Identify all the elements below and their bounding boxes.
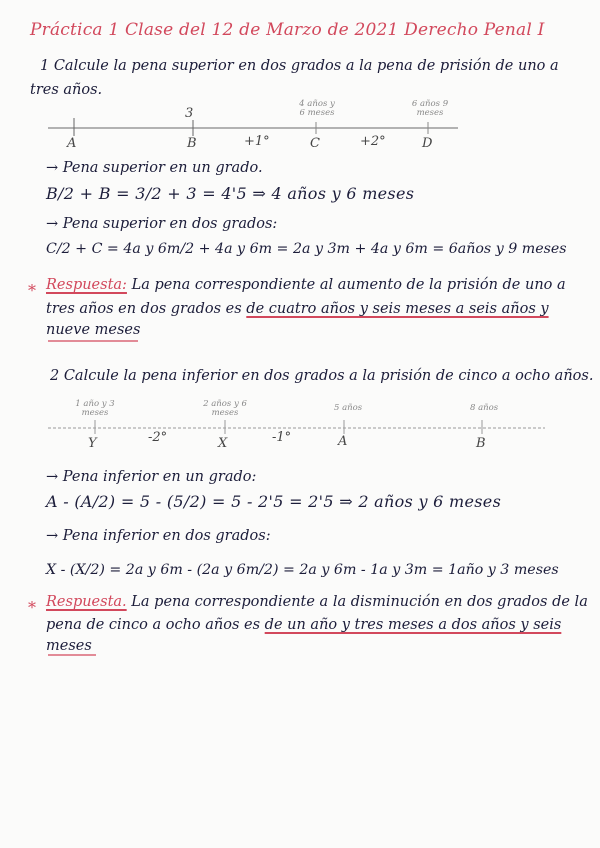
q2-step-2-label: → Pena inferior en dos grados:	[46, 528, 271, 544]
q1-step-1-equation: B/2 + B = 3/2 + 3 = 4'5 ⇒ 4 años y 6 meses	[46, 184, 415, 203]
answer-1-tag: Respuesta:	[46, 277, 127, 293]
timeline-1-d-top: 6 años 9 meses	[411, 99, 449, 118]
timeline-1-d: D	[422, 136, 433, 151]
q2-step-1-equation: A - (A/2) = 5 - (5/2) = 5 - 2'5 = 2'5 ⇒ 2 años y 6 meses	[46, 492, 502, 511]
timeline-1-c: C	[310, 136, 320, 151]
timeline-2-step-1: -1°	[272, 430, 292, 445]
q1-step-2-equation: C/2 + C = 4a y 6m/2 + 4a y 6m = 2a y 3m + 4a y 6m = 6años y 9 meses	[46, 241, 567, 257]
answer-1-text: La pena correspondiente al aumento de la prisión de uno a	[131, 277, 566, 293]
question-2-line-1: 2 Calcule la pena inferior en dos grados a la prisión de cinco a ocho años.	[50, 368, 594, 384]
answer-1-line-1	[46, 277, 566, 293]
timeline-2-b: B	[476, 436, 486, 451]
page-title: Práctica 1 Clase del 12 de Marzo de 2021 Derecho Penal I	[30, 20, 545, 40]
answer-1-line-2-plain: tres años en dos grados es	[46, 301, 242, 317]
answer-2-line-1	[46, 594, 588, 610]
answer-2-tag: Respuesta.	[46, 594, 127, 610]
q2-step-2-equation: X - (X/2) = 2a y 6m - (2a y 6m/2) = 2a y 6m - 1a y 3m = 1año y 3 meses	[46, 562, 559, 578]
timeline-2-step-2: -2°	[148, 430, 168, 445]
timeline-2-x-top: 2 años y 6 meses	[203, 399, 247, 418]
answer-2-line-2-plain: pena de cinco a ocho años es	[46, 617, 261, 633]
asterisk-icon: *	[28, 598, 36, 617]
answer-2-line-2	[46, 617, 561, 633]
q2-step-1-label: → Pena inferior en un grado:	[46, 469, 257, 485]
answer-1-line-2-underlined: de cuatro años y seis meses a seis años y	[246, 301, 549, 317]
timeline-1-b-top: 3	[185, 106, 194, 121]
answer-1-line-2	[46, 301, 549, 317]
question-1-line-1: 1 Calcule la pena superior en dos grados a la pena de prisión de uno a	[40, 58, 559, 74]
timeline-1-a: A	[67, 136, 77, 151]
timeline-2-y-top: 1 año y 3 meses	[75, 399, 115, 418]
timeline-2-a: A	[338, 434, 348, 449]
answer-2-line-2-underlined: de un año y tres meses a dos años y seis	[264, 617, 562, 633]
timeline-2-a-top: 5 años	[334, 403, 363, 413]
timeline-1-step-1: +1°	[244, 134, 270, 149]
timeline-2-y: Y	[88, 436, 97, 451]
timeline-2-b-top: 8 años	[470, 403, 499, 413]
timeline-1-c-top: 4 años y 6 meses	[299, 99, 335, 118]
timeline-1-step-2: +2°	[360, 134, 386, 149]
question-1-line-2: tres años.	[30, 82, 103, 98]
q1-step-2-label: → Pena superior en dos grados:	[46, 216, 278, 232]
answer-2-line-3: meses	[46, 638, 92, 654]
q1-step-1-label: → Pena superior en un grado.	[46, 160, 263, 176]
answer-2-text: La pena correspondiente a la disminución en dos grados de la	[131, 594, 588, 610]
asterisk-icon: *	[28, 281, 36, 300]
timeline-1-b: B	[187, 136, 197, 151]
timeline-2-x: X	[218, 436, 228, 451]
answer-1-line-3: nueve meses	[46, 322, 141, 338]
